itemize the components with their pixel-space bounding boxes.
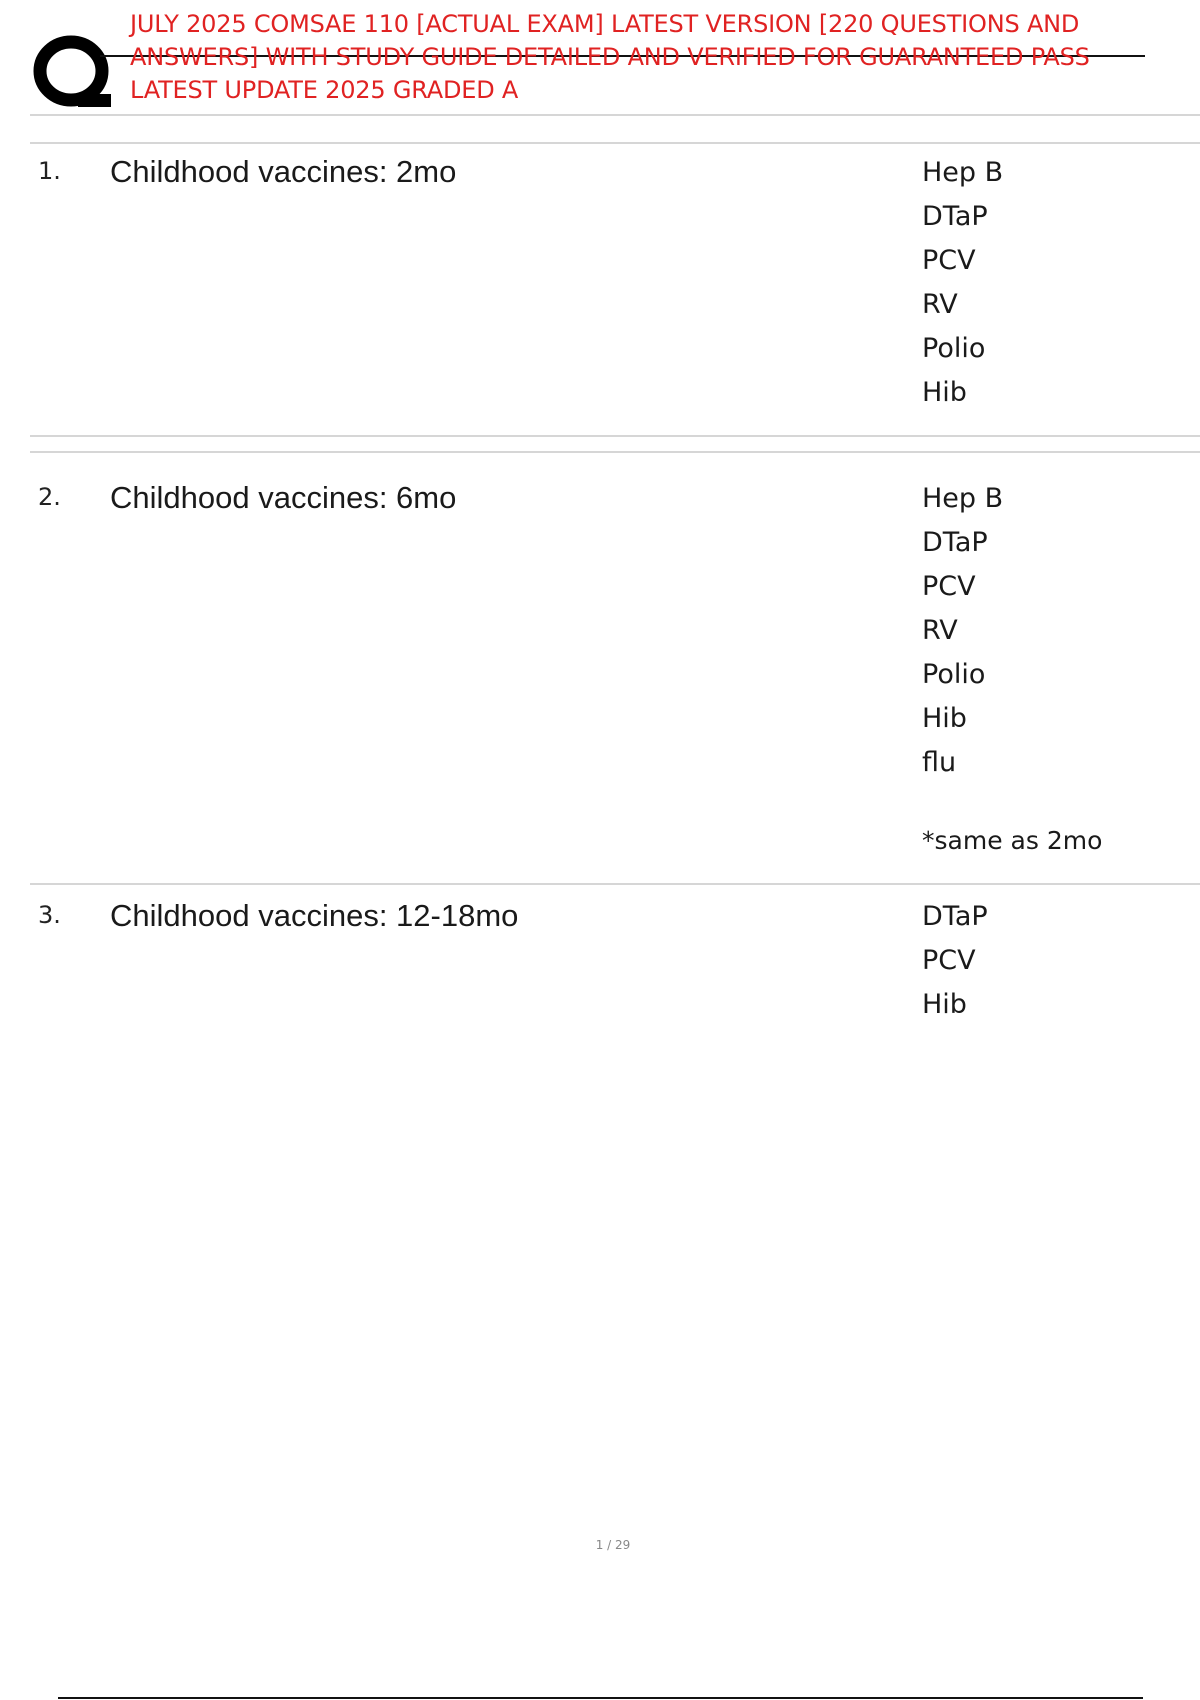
document-title: JULY 2025 COMSAE 110 [ACTUAL EXAM] LATEST VERSION [220 QUESTIONS AND ANSWERS] WITH STUDY GUIDE DETAILED AND VERIFIED FOR GUARANTEED PASS LATEST UPDATE 2025 GRADED A (130, 10, 1090, 104)
answer-item: Hib (922, 377, 967, 408)
answer-item: Hep B (922, 483, 1004, 514)
question-number: 1. (38, 157, 61, 185)
answer-item: RV (922, 615, 958, 646)
divider (30, 435, 1200, 437)
answer-item: DTaP (922, 201, 988, 232)
answer-item: PCV (922, 245, 976, 276)
answer-item: DTaP (922, 527, 988, 558)
answer-item: PCV (922, 571, 976, 602)
question-text: Childhood vaccines: 2mo (110, 154, 457, 189)
answer-item: DTaP (922, 901, 988, 932)
question-number: 3. (38, 901, 61, 929)
question-text: Childhood vaccines: 6mo (110, 480, 457, 515)
answer-note: *same as 2mo (922, 826, 1103, 855)
answer-item: Hib (922, 989, 967, 1020)
answer-item: Polio (922, 659, 986, 690)
divider (30, 451, 1200, 453)
footer-rule (58, 1697, 1143, 1699)
q-logo-icon (32, 32, 112, 112)
answer-item: Polio (922, 333, 986, 364)
answer-item: PCV (922, 945, 976, 976)
answer-list (922, 151, 1003, 415)
divider (30, 883, 1200, 885)
answer-item: Hib (922, 703, 967, 734)
answer-item: flu (922, 747, 957, 778)
answer-item: Hep B (922, 157, 1004, 188)
question-text: Childhood vaccines: 12-18mo (110, 898, 519, 933)
answer-item: RV (922, 289, 958, 320)
answer-list (922, 477, 1003, 785)
divider (30, 142, 1200, 144)
question-number: 2. (38, 483, 61, 511)
header-divider (30, 114, 1200, 116)
answer-list (922, 895, 988, 1027)
page-number: 1 / 29 (595, 1538, 631, 1552)
